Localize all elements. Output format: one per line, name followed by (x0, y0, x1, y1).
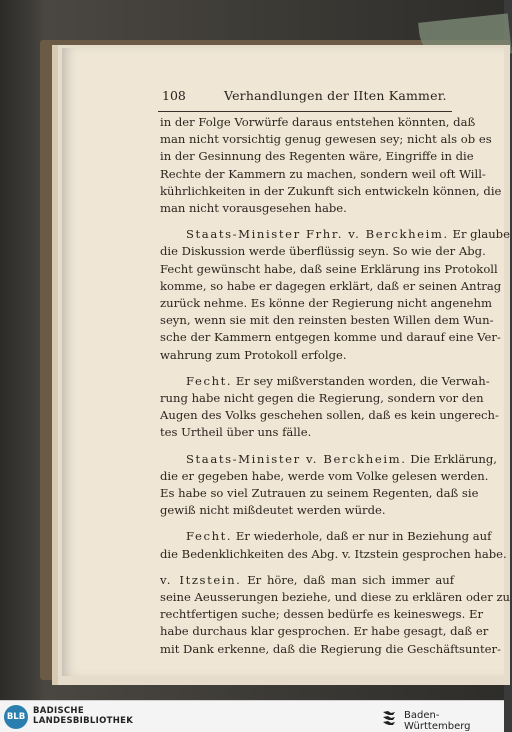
text-line: sche der Kammern entgegen komme und darauf eine Ver- (160, 330, 501, 345)
text-line: seine Aeusserungen beziehe, und diese zu erklären oder zu (160, 590, 511, 605)
text-line: mit Dank erkenne, daß die Regierung die Geschäftsunter- (160, 641, 501, 656)
speaker-name: Fecht. (186, 373, 233, 388)
partner-name[interactable]: Baden-Württemberg (404, 710, 471, 732)
page-number: 108 (162, 88, 186, 103)
text-line: in der Gesinnung des Regenten wäre, Eingriffe in die (160, 149, 474, 164)
speaker-name: Staats-Minister v. Berckheim. (186, 451, 407, 466)
page-body (160, 114, 511, 667)
speaker-name: Fecht. (186, 529, 233, 544)
text-line: wahrung zum Protokoll erfolge. (160, 347, 347, 362)
text-line (160, 528, 492, 545)
text-line (160, 226, 510, 243)
text-line (160, 451, 497, 468)
paragraph (160, 114, 502, 217)
text-line: komme, so habe er dagegen erklärt, daß er seinen Antrag (160, 278, 502, 293)
speaker-name: Staats-Minister Frhr. v. Berckheim. (186, 227, 449, 242)
speech-start: Er wiederhole, daß er nur in Beziehung auf (235, 529, 492, 544)
speech-start: Die Erklärung, (410, 451, 497, 466)
text-line: man nicht vorsichtig genug gewesen sey; nicht als ob es (160, 132, 492, 147)
speaker-name: v. Itzstein. (160, 572, 242, 587)
text-line: in der Folge Vorwürfe daraus entstehen könnten, daß (160, 115, 476, 129)
library-name-line2: LANDESBIBLIOTHEK (33, 716, 134, 726)
text-line: Es habe so viel Zutrauen zu seinem Regenten, daß sie (160, 486, 479, 501)
speech-start: Er glaube (452, 227, 510, 242)
coat-of-arms-icon[interactable] (379, 707, 399, 727)
running-title: Verhandlungen der IIten Kammer. (224, 88, 447, 103)
text-line: habe durchaus klar gesprochen. Er habe gesagt, daß er (160, 624, 489, 639)
header-rule (158, 111, 452, 112)
paragraph (160, 451, 497, 520)
text-line: zurück nehme. Es könne der Regierung nicht angenehm (160, 296, 492, 311)
text-line: gewiß nicht mißdeutet werden würde. (160, 503, 386, 518)
blb-logo-icon[interactable]: BLB (4, 705, 28, 729)
page-header (162, 88, 462, 108)
text-line: Augen des Volks geschehen sollen, daß es kein ungerech- (160, 408, 499, 423)
text-line: man nicht vorausgesehen habe. (160, 201, 347, 216)
library-name-line1: BADISCHE (33, 706, 84, 716)
viewer-footer (0, 700, 504, 732)
paragraph (160, 528, 507, 562)
text-line: die Bedenklichkeiten des Abg. v. Itzstein gesprochen habe. (160, 546, 507, 561)
text-line: die Diskussion werde überflüssig seyn. So wie der Abg. (160, 244, 486, 259)
text-line: rechtfertigen suche; dessen bedürfe es keineswegs. Er (160, 607, 483, 622)
text-line (160, 373, 490, 390)
text-line: die er gegeben habe, werde vom Volke gelesen werden. (160, 468, 489, 483)
text-line: Rechte der Kammern zu machen, sondern weil oft Will- (160, 166, 486, 181)
text-line: seyn, wenn sie mit den reinsten besten Willen dem Wun- (160, 313, 494, 328)
paragraph (160, 226, 510, 364)
text-line: tes Urtheil über uns fälle. (160, 425, 312, 440)
paragraph (160, 373, 499, 442)
text-line: kührlichkeiten in der Zukunft sich entwickeln können, die (160, 183, 502, 198)
text-line (160, 572, 454, 589)
text-line: rung habe nicht gegen die Regierung, sondern vor den (160, 391, 484, 406)
speech-start: Er höre, daß man sich immer auf (247, 572, 455, 587)
library-name[interactable] (33, 706, 133, 726)
text-line: Fecht gewünscht habe, daß seine Erklärung ins Protokoll (160, 261, 498, 276)
paragraph (160, 572, 511, 658)
speech-start: Er sey mißverstanden worden, die Verwah- (235, 373, 490, 388)
